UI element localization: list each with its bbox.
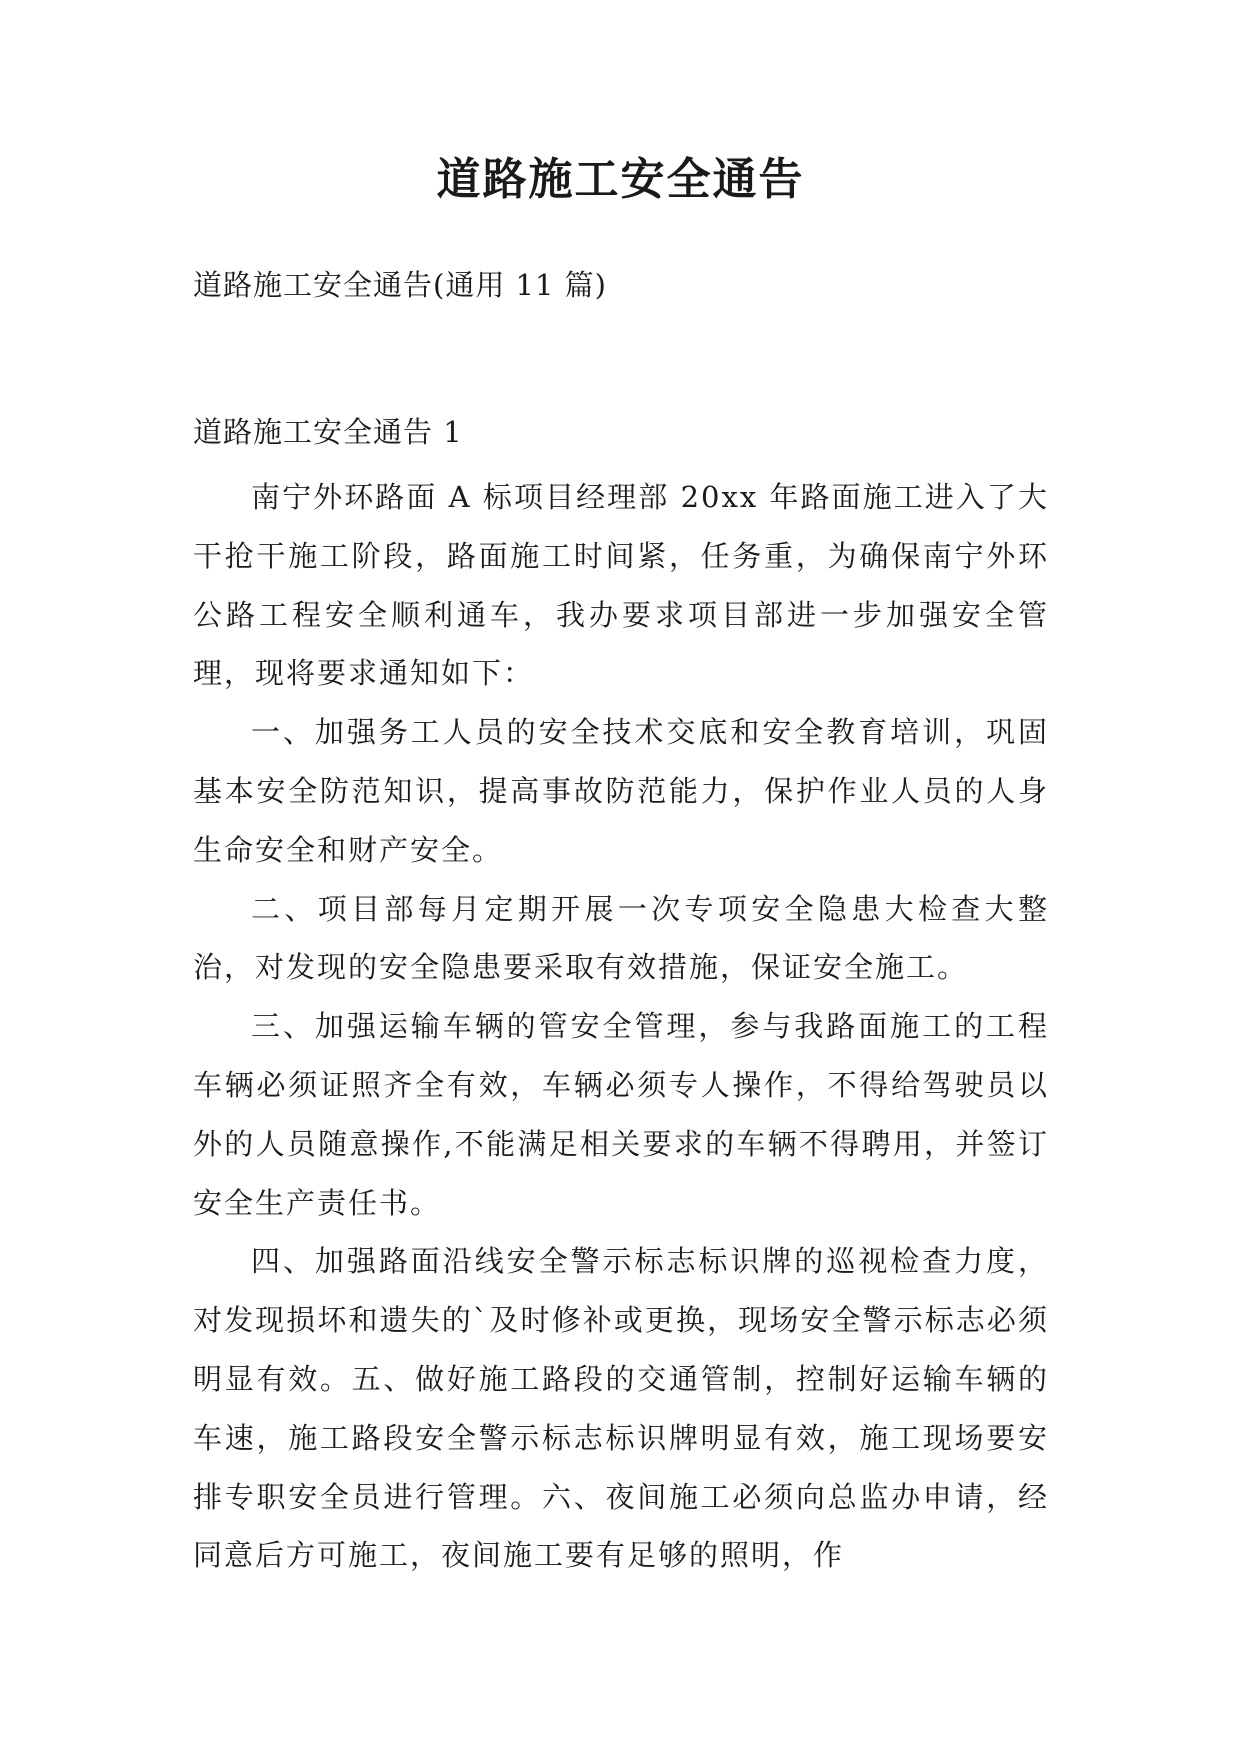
section-title: 道路施工安全通告 1 xyxy=(193,415,463,449)
paragraph-item-3: 三、加强运输车辆的管安全管理，参与我路面施工的工程车辆必须证照齐全有效，车辆必须专人操作，不得给驾驶员以外的人员随意操作,不能满足相关要求的车辆不得聘用，并签订安全生产责任书。 xyxy=(193,1009,1049,1220)
document-body xyxy=(193,468,1049,1585)
paragraph-item-2: 二、项目部每月定期开展一次专项安全隐患大检查大整治，对发现的安全隐患要采取有效措施，保证安全施工。 xyxy=(193,891,1049,985)
document-subtitle: 道路施工安全通告(通用 11 篇) xyxy=(193,268,607,302)
paragraph-item-1: 一、加强务工人员的安全技术交底和安全教育培训，巩固基本安全防范知识，提高事故防范能力，保护作业人员的人身生命安全和财产安全。 xyxy=(193,715,1049,867)
paragraph-intro: 南宁外环路面 A 标项目经理部 20xx 年路面施工进入了大干抢干施工阶段，路面施工时间紧，任务重，为确保南宁外环公路工程安全顺利通车，我办要求项目部进一步加强安全管理，现将要求通知如下： xyxy=(193,480,1049,691)
document-title: 道路施工安全通告 xyxy=(436,154,805,205)
paragraph-item-4: 四、加强路面沿线安全警示标志标识牌的巡视检查力度，对发现损坏和遗失的`及时修补或更换，现场安全警示标志必须明显有效。五、做好施工路段的交通管制，控制好运输车辆的车速，施工路段安全警示标志标识牌明显有效，施工现场要安排专职安全员进行管理。六、夜间施工必须向总监办申请，经同意后方可施工，夜间施工要有足够的照明，作 xyxy=(193,1244,1049,1573)
